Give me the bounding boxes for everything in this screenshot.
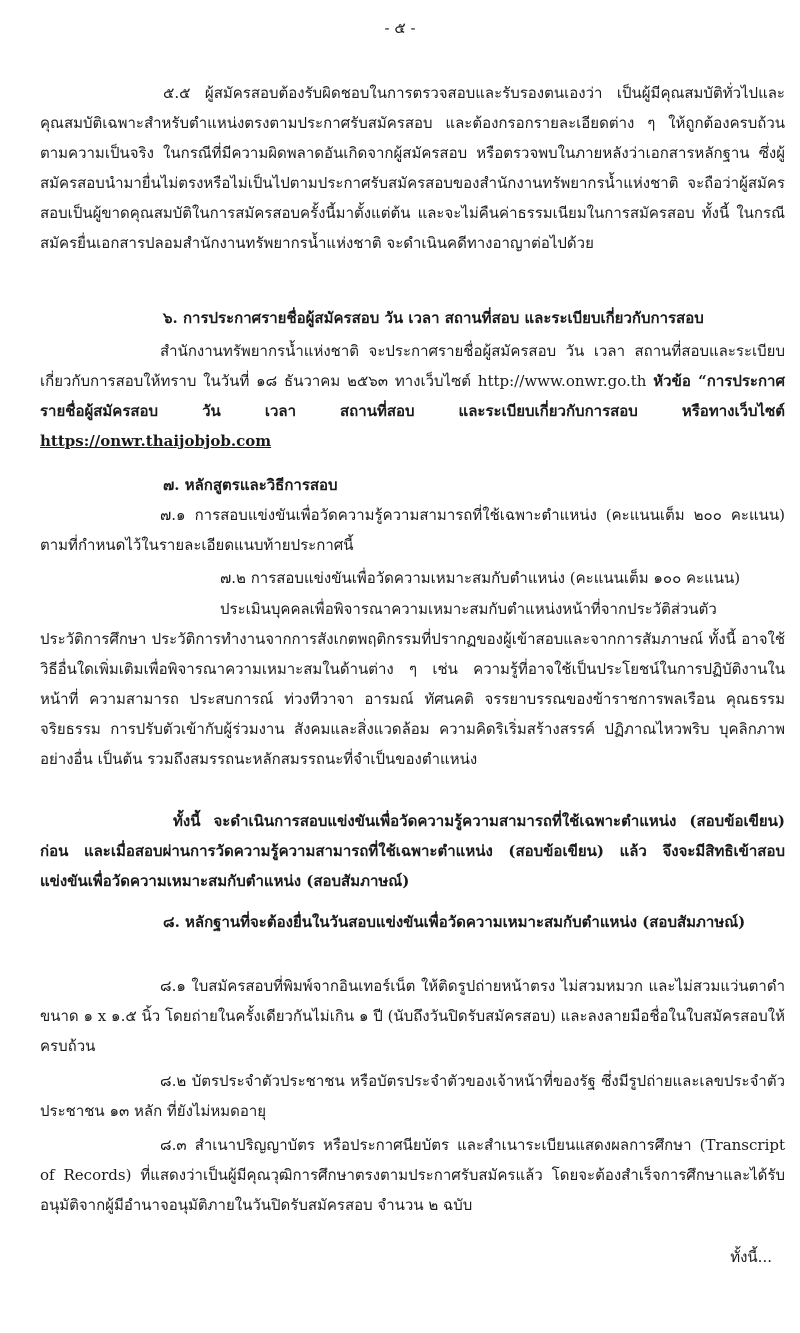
paragraph-7-2: ๗.๒ การสอบแข่งขันเพื่อวัดความเหมาะสมกับตำแหน่ง (คะแนนเต็ม ๑๐๐ คะแนน) bbox=[220, 569, 741, 587]
continuation-marker: ทั้งนี้... bbox=[730, 1248, 772, 1266]
section-6-heading: ๖. การประกาศรายชื่อผู้สมัครสอบ วัน เวลา สถานที่สอบ และระเบียบเกี่ยวกับการสอบ bbox=[163, 309, 704, 327]
paragraph-8-2: ๘.๒ บัตรประจำตัวประชาชน หรือบัตรประจำตัวของเจ้าหน้าที่ของรัฐ ซึ่งมีรูปถ่ายและเลขประจำตัวประชาชน ๑๓ หลัก ที่ยังไม่หมดอายุ bbox=[40, 1072, 785, 1120]
paragraph-5-5: ๕.๕ ผู้สมัครสอบต้องรับผิดชอบในการตรวจสอบและรับรองตนเองว่า เป็นผู้มีคุณสมบัติทั่วไปและคุณสมบัติเฉพาะสำหรับตำแหน่งตรงตามประกาศรับสมัครสอบ และต้องกรอกรายละเอียดต่าง ๆ ให้ถูกต้องครบถ้วน ตามความเป็นจริง ในกรณีที่มีความผิดพลาดอันเกิดจากผู้สมัครสอบ หรือตรวจพบในภายหลังว่าเอกสารหลักฐาน ซึ่งผู้สมัครสอบนำมายื่นไม่ตรงหรือไม่เป็นไปตามประกาศรับสมัครสอบของสำนักงานทรัพยากรน้ำแห่งชาติ จะถือว่าผู้สมัครสอบเป็นผู้ขาดคุณสมบัติในการสมัครสอบครั้งนี้มาตั้งแต่ต้น และจะไม่คืนค่าธรรมเนียมในการสมัครสอบ ทั้งนี้ ในกรณีสมัครยื่นเอกสารปลอมสำนักงานทรัพยากรน้ำแห่งชาติ จะดำเนินคดีทางอาญาต่อไปด้วย bbox=[40, 84, 785, 252]
onwr-link[interactable]: https://onwr.thaijobjob.com bbox=[40, 432, 272, 450]
section-6-topic: หัวข้อ “การประกาศรายชื่อผู้สมัครสอบ วัน เวลา สถานที่สอบ และระเบียบเกี่ยวกับการสอบ หรือทางเว็บไซต์ bbox=[40, 372, 785, 420]
section-6-body-text: สำนักงานทรัพยากรน้ำแห่งชาติ จะประกาศรายชื่อผู้สมัครสอบ วัน เวลา สถานที่สอบและระเบียบเกี่ยวกับการสอบให้ทราบ ในวันที่ ๑๘ ธันวาคม ๒๕๖๓ ทางเว็บไซต์ http://www.onwr.go.th bbox=[40, 342, 785, 390]
section-6-body bbox=[40, 336, 785, 456]
page-number: - ๕ - bbox=[384, 19, 416, 37]
section-7-note: ทั้งนี้ จะดำเนินการสอบแข่งขันเพื่อวัดความรู้ความสามารถที่ใช้เฉพาะตำแหน่ง (สอบข้อเขียน) ก่อน และเมื่อสอบผ่านการวัดความรู้ความสามารถที่ใช้เฉพาะตำแหน่ง (สอบข้อเขียน) แล้ว จึงจะมีสิทธิเข้าสอบแข่งขันเพื่อวัดความเหมาะสมกับตำแหน่ง (สอบสัมภาษณ์) bbox=[40, 812, 785, 890]
paragraph-8-3: ๘.๓ สำเนาปริญญาบัตร หรือประกาศนียบัตร และสำเนาระเบียนแสดงผลการศึกษา (Transcript of Records) ที่แสดงว่าเป็นผู้มีคุณวุฒิการศึกษาตรงตามประกาศรับสมัครแล้ว โดยจะต้องสำเร็จการศึกษาและได้รับอนุมัติจากผู้มีอำนาจอนุมัติภายในวันปิดรับสมัครสอบ จำนวน ๒ ฉบับ bbox=[40, 1136, 785, 1214]
section-7-heading: ๗. หลักสูตรและวิธีการสอบ bbox=[163, 476, 338, 494]
paragraph-8-1: ๘.๑ ใบสมัครสอบที่พิมพ์จากอินเทอร์เน็ต ให้ติดรูปถ่ายหน้าตรง ไม่สวมหมวก และไม่สวมแว่นตาดำ ขนาด ๑ x ๑.๕ นิ้ว โดยถ่ายในครั้งเดียวกันไม่เกิน ๑ ปี (นับถึงวันปิดรับสมัครสอบ) และลงลายมือชื่อในใบสมัครสอบให้ครบถ้วน bbox=[40, 977, 785, 1055]
paragraph-7-2-body: ประเมินบุคคลเพื่อพิจารณาความเหมาะสมกับตำแหน่งหน้าที่จากประวัติส่วนตัว ประวัติการศึกษา ประวัติการทำงานจากการสังเกตพฤติกรรมที่ปรากฏของผู้เข้าสอบและจากการสัมภาษณ์ ทั้งนี้ อาจใช้วิธีอื่นใดเพิ่มเติมเพื่อพิจารณาความเหมาะสมในด้านต่าง ๆ เช่น ความรู้ที่อาจใช้เป็นประโยชน์ในการปฏิบัติงานในหน้าที่ ความสามารถ ประสบการณ์ ท่วงทีวาจา อารมณ์ ทัศนคติ จรรยาบรรณของข้าราชการพลเรือน คุณธรรม จริยธรรม การปรับตัวเข้ากับผู้ร่วมงาน สังคมและสิ่งแวดล้อม ความคิดริเริ่มสร้างสรรค์ ปฏิภาณไหวพริบ บุคลิกภาพ อย่างอื่น เป็นต้น รวมถึงสมรรถนะหลักสมรรถนะที่จำเป็นของตำแหน่ง bbox=[40, 600, 785, 768]
section-8-heading: ๘. หลักฐานที่จะต้องยื่นในวันสอบแข่งขันเพื่อวัดความเหมาะสมกับตำแหน่ง (สอบสัมภาษณ์) bbox=[163, 913, 746, 931]
paragraph-7-1: ๗.๑ การสอบแข่งขันเพื่อวัดความรู้ความสามารถที่ใช้เฉพาะตำแหน่ง (คะแนนเต็ม ๒๐๐ คะแนน) ตามที่กำหนดไว้ในรายละเอียดแนบท้ายประกาศนี้ bbox=[40, 506, 785, 554]
